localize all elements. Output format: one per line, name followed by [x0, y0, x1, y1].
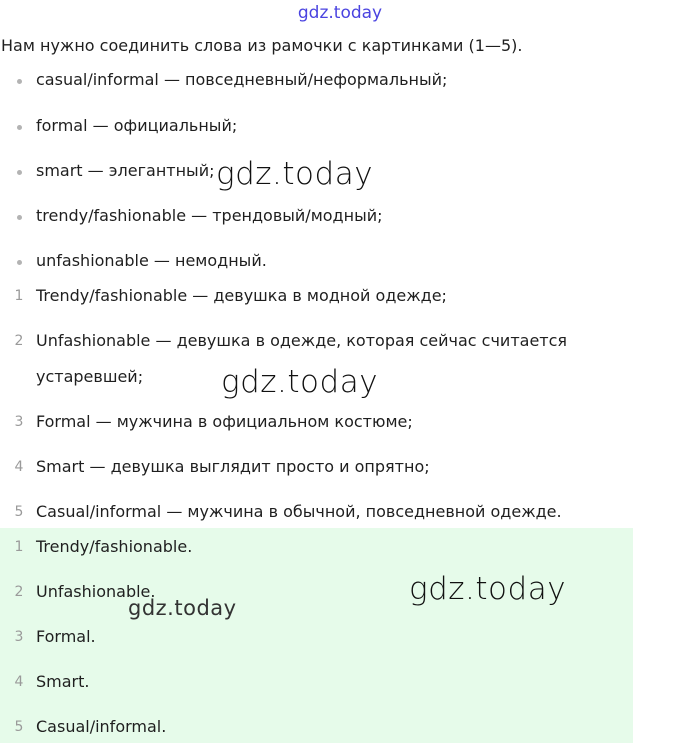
watermark: gdz.today	[409, 571, 567, 607]
item-number: 4	[14, 459, 24, 475]
item-number: 5	[14, 504, 24, 520]
description-text: Formal — мужчина в официальном костюме;	[36, 412, 413, 431]
vocabulary-text: formal — официальный;	[36, 116, 238, 135]
item-number: 2	[14, 584, 24, 600]
bullet-icon	[14, 250, 24, 272]
vocabulary-text: smart — элегантный;	[36, 161, 215, 180]
item-number: 1	[14, 539, 24, 555]
item-number: 5	[14, 719, 24, 735]
answer-text: Formal.	[36, 627, 96, 646]
watermark: gdz.today	[216, 156, 374, 192]
answer-text: Smart.	[36, 672, 90, 691]
description-text: Casual/informal — мужчина в обычной, повседневной одежде.	[36, 502, 562, 521]
bullet-icon	[14, 69, 24, 91]
bullet-icon	[14, 160, 24, 182]
vocabulary-text: trendy/fashionable — трендовый/модный;	[36, 206, 383, 225]
item-number: 4	[14, 674, 24, 690]
vocabulary-text: casual/informal — повседневный/неформальный;	[36, 70, 448, 89]
answer-text: Trendy/fashionable.	[36, 537, 193, 556]
intro-text: Нам нужно соединить слова из рамочки с картинками (1—5).	[1, 36, 523, 55]
watermark: gdz.today	[128, 596, 237, 620]
bullet-icon	[14, 115, 24, 137]
answer-text: Unfashionable.	[36, 582, 156, 601]
item-number: 1	[14, 288, 24, 304]
item-number: 3	[14, 629, 24, 645]
description-text: Unfashionable — девушка в одежде, которая сейчас считается	[36, 331, 568, 350]
bullet-icon	[14, 205, 24, 227]
item-number: 3	[14, 414, 24, 430]
header-watermark: gdz.today	[297, 3, 383, 23]
description-text: устаревшей;	[36, 367, 144, 386]
answer-text: Casual/informal.	[36, 717, 167, 736]
item-number: 2	[14, 333, 24, 349]
description-text: Smart — девушка выглядит просто и опрятно;	[36, 457, 430, 476]
watermark: gdz.today	[221, 364, 379, 400]
description-text: Trendy/fashionable — девушка в модной одежде;	[36, 286, 447, 305]
vocabulary-text: unfashionable — немодный.	[36, 251, 267, 270]
